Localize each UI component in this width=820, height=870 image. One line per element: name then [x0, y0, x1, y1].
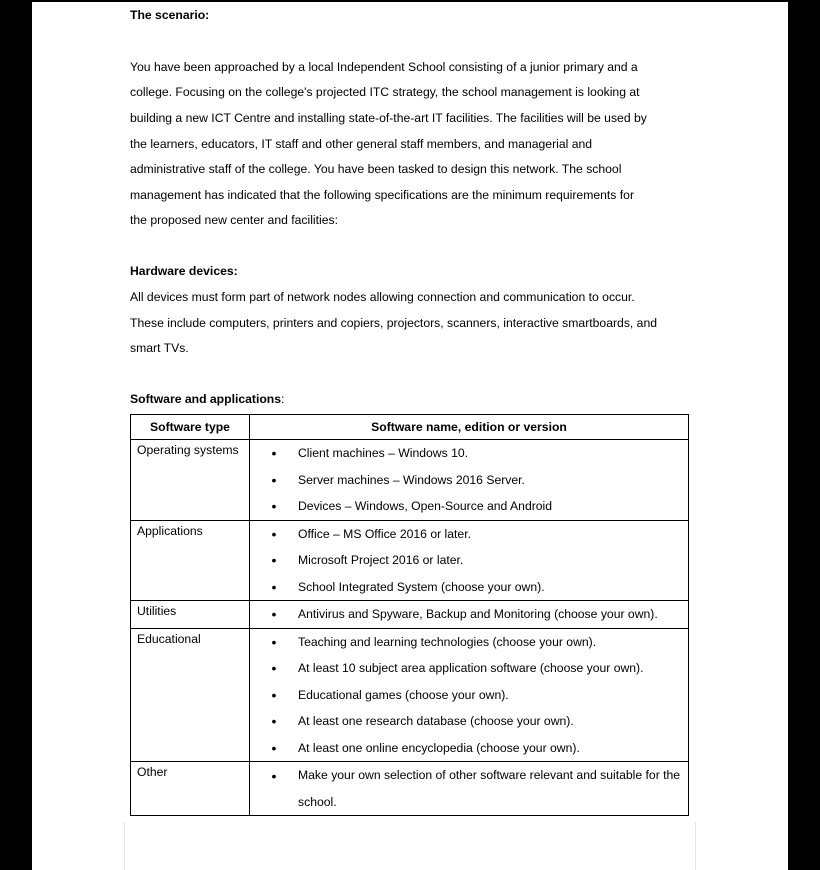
- bullet-icon: •: [271, 739, 277, 756]
- software-items-cell: [250, 520, 689, 601]
- table-row: [131, 628, 689, 762]
- scenario-paragraph-line: You have been approached by a local Independent School consisting of a junior primary and a: [130, 60, 638, 74]
- software-type-cell: Utilities: [131, 601, 250, 629]
- list-item-text: Teaching and learning technologies (choose your own).: [298, 634, 597, 649]
- list-item: [250, 440, 688, 467]
- page-margin-guide-left: [124, 822, 125, 870]
- list-item: [250, 655, 688, 682]
- bullet-icon: •: [271, 471, 277, 488]
- table-row: [131, 440, 689, 521]
- list-item: [250, 735, 688, 762]
- col-header-software-name: Software name, edition or version: [250, 415, 689, 440]
- list-item-text: School Integrated System (choose your own).: [298, 579, 545, 594]
- bullet-icon: •: [271, 768, 277, 784]
- software-heading-colon: :: [281, 392, 285, 406]
- table-row: [131, 601, 689, 629]
- table-header-row: [131, 415, 689, 440]
- software-heading-line: [130, 391, 284, 407]
- bullet-icon: •: [271, 660, 277, 677]
- scenario-paragraph-line: administrative staff of the college. You have been tasked to design this network. The school: [130, 162, 622, 176]
- list-item: [250, 601, 688, 628]
- list-item: [250, 493, 688, 520]
- hardware-paragraph-line: These include computers, printers and copiers, projectors, scanners, interactive smartboards, and: [130, 316, 658, 330]
- list-item: [250, 467, 688, 494]
- bullet-icon: •: [271, 606, 277, 623]
- scenario-paragraph-line: management has indicated that the following specifications are the minimum requirements for: [130, 188, 635, 202]
- list-item-text: At least one research database (choose your own).: [298, 714, 574, 729]
- list-item: [250, 629, 688, 656]
- list-item: [250, 574, 688, 601]
- list-item: [250, 521, 688, 548]
- hardware-paragraph-line: All devices must form part of network nodes allowing connection and communication to occur.: [130, 290, 635, 304]
- software-items-cell: [250, 762, 689, 816]
- list-item-text: Make your own selection of other software relevant and suitable for the school.: [298, 768, 681, 809]
- scenario-paragraph-line: college. Focusing on the college's projected ITC strategy, the school management is looking at: [130, 85, 640, 99]
- table-row: [131, 762, 689, 816]
- col-header-software-type: Software type: [131, 415, 250, 440]
- scenario-paragraph-line: the learners, educators, IT staff and other general staff members, and managerial and: [130, 137, 593, 151]
- bullet-icon: •: [271, 552, 277, 569]
- scenario-heading: The scenario:: [130, 8, 210, 22]
- table-row: [131, 520, 689, 601]
- list-item-text: Office – MS Office 2016 or later.: [298, 526, 471, 541]
- software-items-cell: [250, 440, 689, 521]
- software-items-cell: [250, 601, 689, 629]
- list-item: [250, 708, 688, 735]
- bullet-icon: •: [271, 525, 277, 542]
- bullet-icon: •: [271, 686, 277, 703]
- bullet-icon: •: [271, 445, 277, 462]
- software-items-cell: [250, 628, 689, 762]
- list-item-text: Antivirus and Spyware, Backup and Monitoring (choose your own).: [298, 607, 658, 622]
- scenario-paragraph-line: building a new ICT Centre and installing state-of-the-art IT facilities. The facilities will be used by: [130, 111, 647, 125]
- list-item: [250, 547, 688, 574]
- software-table: [130, 414, 689, 816]
- bullet-icon: •: [271, 578, 277, 595]
- list-item-text: Server machines – Windows 2016 Server.: [298, 472, 525, 487]
- software-type-cell: Educational: [131, 628, 250, 762]
- bullet-icon: •: [271, 713, 277, 730]
- page-margin-guide-right: [695, 822, 696, 870]
- software-type-cell: Operating systems: [131, 440, 250, 521]
- hardware-paragraph-line: smart TVs.: [130, 341, 189, 355]
- bullet-icon: •: [271, 498, 277, 515]
- scenario-paragraph-line: the proposed new center and facilities:: [130, 213, 338, 227]
- list-item: [250, 762, 688, 815]
- list-item-text: Educational games (choose your own).: [298, 687, 509, 702]
- list-item: [250, 682, 688, 709]
- list-item-text: Microsoft Project 2016 or later.: [298, 553, 464, 568]
- document-page: [32, 2, 788, 870]
- list-item-text: At least one online encyclopedia (choose your own).: [298, 740, 580, 755]
- list-item-text: At least 10 subject area application software (choose your own).: [298, 661, 644, 676]
- software-heading: Software and applications: [130, 392, 282, 406]
- bullet-icon: •: [271, 633, 277, 650]
- list-item-text: Devices – Windows, Open-Source and Android: [298, 499, 553, 514]
- software-type-cell: Applications: [131, 520, 250, 601]
- list-item-text: Client machines – Windows 10.: [298, 446, 469, 461]
- software-type-cell: Other: [131, 762, 250, 816]
- hardware-heading: Hardware devices:: [130, 264, 238, 278]
